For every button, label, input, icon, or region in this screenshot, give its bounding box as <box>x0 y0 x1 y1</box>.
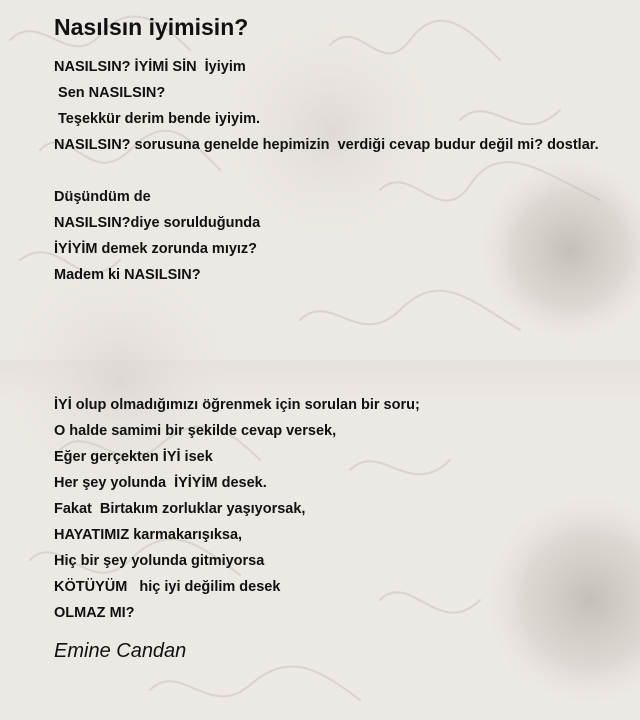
stanza-spacer <box>54 158 624 184</box>
poem-line: NASILSIN?diye sorulduğunda <box>54 215 261 231</box>
poem-line: KÖTÜYÜM hiç iyi değilim desek <box>54 579 281 595</box>
poem-stanza-1 <box>54 54 624 158</box>
poem-line: İYİ olup olmadığımızı öğrenmek için sorulan bir soru; <box>54 397 420 413</box>
stanza-spacer <box>54 288 624 392</box>
poem-line: Düşündüm de <box>54 189 151 205</box>
poem-title: Nasılsın iyimisin? <box>54 14 249 40</box>
poem-stanza-3 <box>54 392 624 626</box>
poem-line: Teşekkür derim bende iyiyim. <box>54 111 261 127</box>
poem-line: Her şey yolunda İYİYİM desek. <box>54 475 267 491</box>
poem-line: Eğer gerçekten İYİ isek <box>54 449 213 465</box>
poem-line: HAYATIMIZ karmakarışıksa, <box>54 527 243 543</box>
poem-line: O halde samimi bir şekilde cevap versek, <box>54 423 337 439</box>
poem-line: İYİYİM demek zorunda mıyız? <box>54 241 258 257</box>
poem-line: Fakat Birtakım zorluklar yaşıyorsak, <box>54 501 306 517</box>
poem-line: Madem ki NASILSIN? <box>54 267 201 283</box>
poem-line: OLMAZ MI? <box>54 605 135 621</box>
poem-author: Emine Candan <box>54 640 187 662</box>
poem-line: NASILSIN? İYİMİ SİN İyiyim <box>54 59 246 75</box>
poem-line: Sen NASILSIN? <box>54 85 166 101</box>
poem-line: NASILSIN? sorusuna genelde hepimizin verdiği cevap budur değil mi? dostlar. <box>54 137 599 153</box>
poem-stanza-2 <box>54 184 624 288</box>
poem-container <box>54 10 624 666</box>
poem-line: Hiç bir şey yolunda gitmiyorsa <box>54 553 265 569</box>
